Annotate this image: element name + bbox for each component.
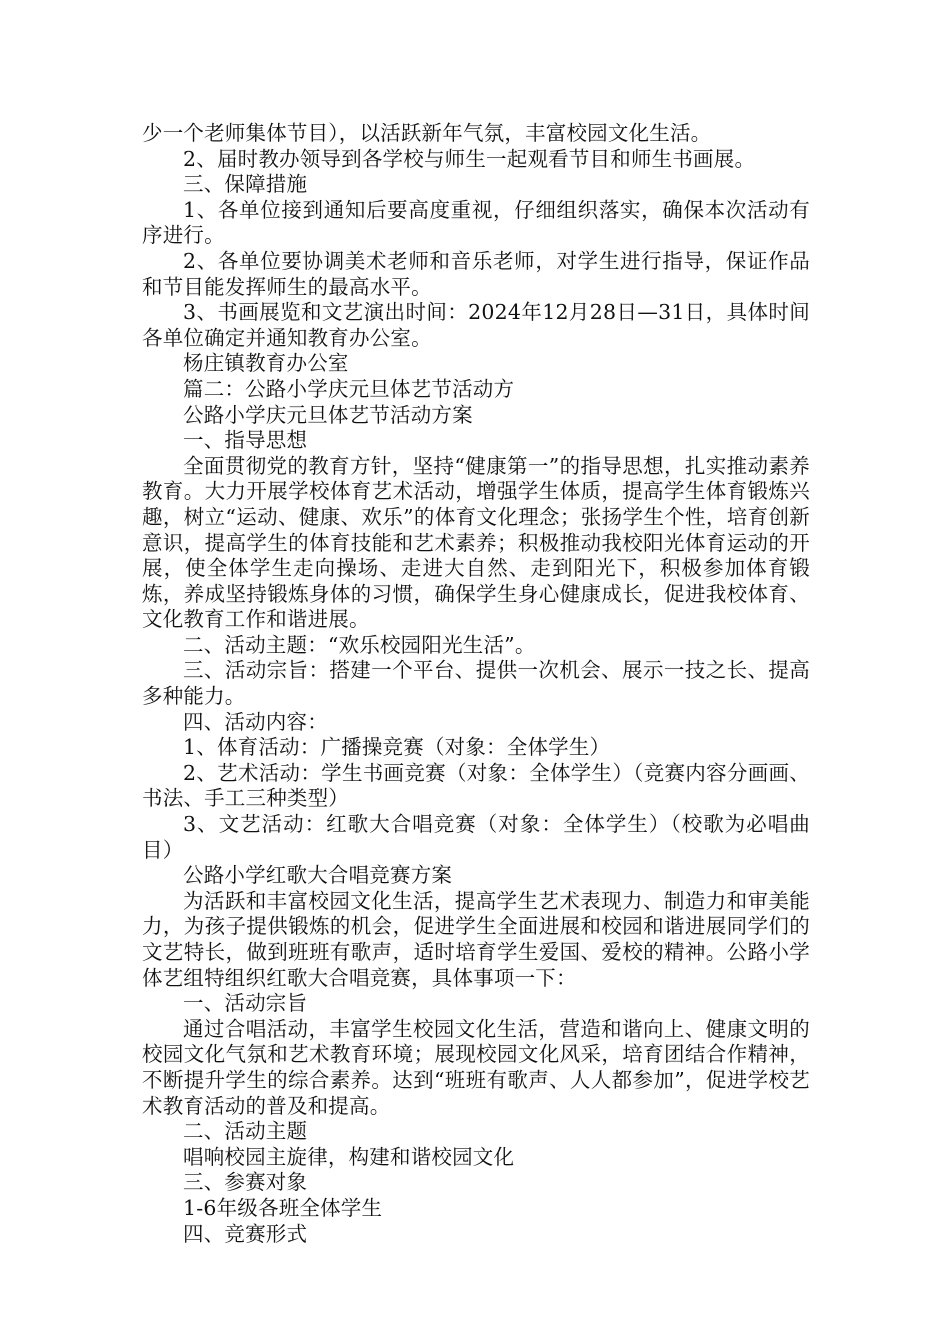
article-title: 篇二：公路小学庆元旦体艺节活动方 — [183, 376, 515, 401]
paragraph-body: 全面贯彻党的教育方针，坚持“健康第一”的指导思想，扎实推动素养教育。大力开展学校体育艺术活动，增强学生体质，提高学生体育锻炼兴趣，树立“运动、健康、欢乐”的体育文化理念；张扬学生个性，培育创新意识，提高学生的体育技能和艺术素养；积极推动我校阳光体育运动的开展，使全体学生走向操场、走进大自然、走到阳光下，积极参加体育锻炼，养成坚持锻炼身体的习惯，确保学生身心健康成长，促进我校体育、文化教育工作和谐进展。 — [142, 453, 810, 632]
paragraph-body: 唱响校园主旋律，构建和谐校园文化 — [183, 1144, 515, 1169]
plan-title: 公路小学庆元旦体艺节活动方案 — [183, 402, 473, 427]
paragraph-item: 3、文艺活动：红歌大合唱竞赛（对象：全体学生）（校歌为必唱曲目） — [142, 812, 810, 862]
section-heading: 四、活动内容： — [183, 709, 328, 734]
paragraph-item: 3、书画展览和文艺演出时间：2024年12月28日—31日，具体时间各单位确定并通知教育办公室。 — [142, 300, 810, 350]
section-heading: 一、指导思想 — [183, 428, 308, 453]
paragraph-item: 2、届时教办领导到各学校与师生一起观看节目和师生书画展。 — [183, 146, 756, 171]
paragraph-item: 1、体育活动：广播操竞赛（对象：全体学生） — [183, 735, 611, 760]
plan-title: 公路小学红歌大合唱竞赛方案 — [183, 863, 453, 888]
paragraph-body: 1-6年级各班全体学生 — [183, 1195, 383, 1220]
paragraph-item: 2、艺术活动：学生书画竞赛（对象：全体学生）（竞赛内容分画画、书法、手工三种类型） — [142, 760, 810, 811]
signature-line: 杨庄镇教育办公室 — [183, 351, 349, 376]
section-heading: 三、活动宗旨：搭建一个平台、提供一次机会、展示一技之长、提高多种能力。 — [142, 658, 810, 709]
paragraph-item: 2、各单位要协调美术老师和音乐老师，对学生进行指导，保证作品和节目能发挥师生的最高水平。 — [142, 248, 810, 299]
paragraph-body: 通过合唱活动，丰富学生校园文化生活，营造和谐向上、健康文明的校园文化气氛和艺术教育环境；展现校园文化风采，培育团结合作精神，不断提升学生的综合素养。达到“班班有歌声、人人都参加”，促进学校艺术教育活动的普及和提高。 — [142, 1016, 810, 1118]
section-heading: 一、活动宗旨 — [183, 991, 308, 1016]
paragraph-item: 1、各单位接到通知后要高度重视，仔细组织落实，确保本次活动有序进行。 — [142, 197, 810, 248]
section-heading: 三、参赛对象 — [183, 1170, 308, 1195]
section-heading: 二、活动主题 — [183, 1119, 308, 1144]
section-heading: 二、活动主题：“欢乐校园阳光生活”。 — [183, 632, 536, 657]
paragraph-continuation: 少一个老师集体节目），以活跃新年气氛，丰富校园文化生活。 — [142, 121, 712, 145]
document-body — [142, 121, 810, 1247]
section-heading: 三、保障措施 — [183, 172, 308, 197]
paragraph-body: 为活跃和丰富校园文化生活，提高学生艺术表现力、制造力和审美能力，为孩子提供锻炼的机会，促进学生全面进展和校园和谐进展同学们的文艺特长，做到班班有歌声，适时培育学生爱国、爱校的精神。公路小学体艺组特组织红歌大合唱竞赛，具体事项一下： — [142, 888, 810, 990]
section-heading: 四、竞赛形式 — [183, 1221, 308, 1246]
